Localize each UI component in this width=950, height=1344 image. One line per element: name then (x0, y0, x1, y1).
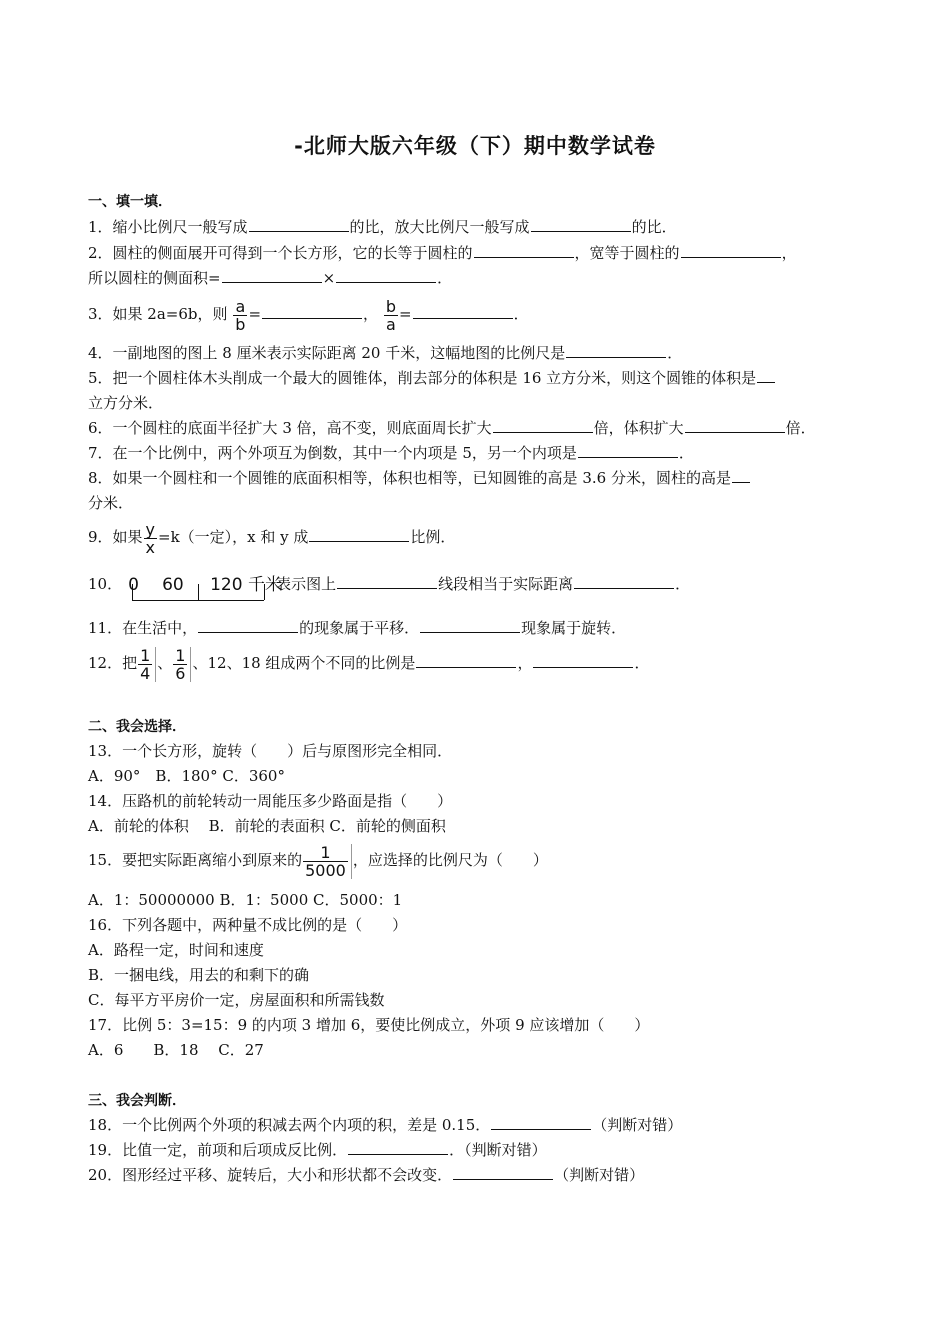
question-19: 19．比值一定，前项和后项成反比例． ．（判断对错） (88, 1141, 547, 1159)
question-9: 9．如果 $\frac{y}{x}$ =k（一定），x 和 y 成 比例． (88, 519, 456, 557)
section-heading-choice: 二、我会选择． (88, 719, 186, 735)
question-6: 6．一个圆柱的底面半径扩大 3 倍，高不变，则底面周长扩大 倍，体积扩大 倍． (88, 419, 816, 437)
question-16-option-c: C．每平方平房价一定，房屋面积和所需钱数 (88, 991, 385, 1009)
answer-blank[interactable] (574, 574, 674, 589)
answer-blank[interactable] (453, 1165, 553, 1180)
question-20: 20．图形经过平移、旋转后，大小和形状都不会改变． （判断对错） (88, 1166, 645, 1184)
question-8: 8．如果一个圆柱和一个圆锥的底面积相等，体积也相等，已知圆锥的高是 3.6 分米，圆柱的高是 (88, 468, 751, 488)
answer-blank[interactable] (198, 618, 298, 633)
question-16: 16．下列各题中，两种量不成比例的是（ ） (88, 916, 408, 934)
scale-label-60: 60 (162, 575, 184, 595)
scale-label-0: 0 (128, 575, 139, 595)
question-1: 1．缩小比例尺一般写成 的比，放大比例尺一般写成 的比． (88, 218, 677, 236)
answer-blank[interactable] (309, 527, 409, 542)
answer-blank[interactable] (416, 653, 516, 668)
question-2-cont: 所以圆柱的侧面积= × ． (88, 269, 453, 287)
scale-label-120: 120 千米 (210, 575, 282, 595)
question-17: 17．比例 5：3=15：9 的内项 3 增加 6，要使比例成立，外项 9 应该增加（ ） (88, 1016, 650, 1034)
answer-blank[interactable] (336, 268, 436, 283)
question-7: 7．在一个比例中，两个外项互为倒数，其中一个内项是 5，另一个内项是 ． (88, 444, 694, 462)
section-heading-judge: 三、我会判断． (88, 1093, 186, 1109)
answer-blank[interactable] (578, 443, 678, 458)
question-5: 5．把一个圆柱体木头削成一个最大的圆锥体，削去部分的体积是 16 立方分米，则这个圆锥的体积是 (88, 368, 776, 388)
question-16-option-b: B．一捆电线，用去的和剩下的确 (88, 966, 310, 984)
question-2: 2．圆柱的侧面展开可得到一个长方形，它的长等于圆柱的 ，宽等于圆柱的 ， (88, 244, 797, 262)
question-16-option-a: A．路程一定，时间和速度 (88, 941, 264, 959)
fraction-one-quarter: $\frac{1}{4}$ (138, 647, 156, 682)
answer-blank[interactable] (249, 217, 349, 232)
question-11: 11．在生活中， 的现象属于平移． 现象属于旋转． (88, 619, 627, 637)
answer-blank[interactable] (681, 243, 781, 258)
answer-blank[interactable] (474, 243, 574, 258)
question-15: 15．要把实际距离缩小到原来的 $\frac{1}{5000}$ ，应选择的比例尺为（ ） (88, 842, 548, 880)
answer-blank[interactable] (533, 653, 633, 668)
question-17-options: A．6 B．18 C．27 (88, 1041, 264, 1059)
question-13-options: A．90° B．180° C．360° (88, 767, 285, 785)
answer-blank[interactable] (732, 468, 750, 483)
answer-blank[interactable] (348, 1140, 448, 1155)
answer-blank[interactable] (531, 217, 631, 232)
answer-blank[interactable] (685, 418, 785, 433)
question-3: 3．如果 2a=6b，则 $\frac{a}{b}$ = ， $\frac{b}{a}$ = ． (88, 296, 529, 334)
answer-blank[interactable] (222, 268, 322, 283)
answer-blank[interactable] (262, 304, 362, 319)
answer-blank[interactable] (420, 618, 520, 633)
answer-blank[interactable] (337, 574, 437, 589)
question-13: 13．一个长方形，旋转（ ）后与原图形完全相同． (88, 742, 453, 760)
question-12: 12．把 $\frac{1}{4}$ 、 $\frac{1}{6}$ 、12、18 组成两个不同的比例是 ， ． (88, 645, 650, 683)
fraction-y-over-x: $\frac{y}{x}$ (145, 519, 156, 557)
line-scale-diagram (126, 564, 282, 606)
fraction-one-sixth: $\frac{1}{6}$ (173, 647, 191, 682)
answer-blank[interactable] (491, 1115, 591, 1130)
question-8-cont: 分米． (88, 494, 134, 512)
answer-blank[interactable] (566, 343, 666, 358)
question-14: 14．压路机的前轮转动一周能压多少路面是指（ ） (88, 792, 453, 810)
scale-tick (264, 584, 265, 600)
question-10: 10． 0 60 120 千米 表示图上 线段相当于实际距离 ． (88, 563, 690, 606)
answer-blank[interactable] (493, 418, 593, 433)
question-15-options: A．1：50000000 B．1：5000 C．5000：1 (88, 891, 403, 909)
fraction-b-over-a: $\frac{b}{a}$ (385, 296, 396, 334)
page-title: -北师大版六年级（下）期中数学试卷 (294, 134, 656, 158)
question-4: 4．一副地图的图上 8 厘米表示实际距离 20 千米，这幅地图的比例尺是 ． (88, 344, 683, 362)
section-heading-fill: 一、填一填． (88, 194, 172, 210)
answer-blank[interactable] (757, 368, 775, 383)
fraction-one-five-thousandth: $\frac{1}{5000}$ (303, 844, 352, 879)
scale-tick (132, 584, 133, 600)
answer-blank[interactable] (413, 304, 513, 319)
question-14-options: A．前轮的体积 B．前轮的表面积 C．前轮的侧面积 (88, 817, 446, 835)
question-18: 18．一个比例两个外项的积减去两个内项的积，差是 0.15． （判断对错） (88, 1116, 683, 1134)
question-5-cont: 立方分米． (88, 394, 164, 412)
scale-tick (198, 584, 199, 600)
fraction-a-over-b: $\frac{a}{b}$ (235, 296, 246, 334)
